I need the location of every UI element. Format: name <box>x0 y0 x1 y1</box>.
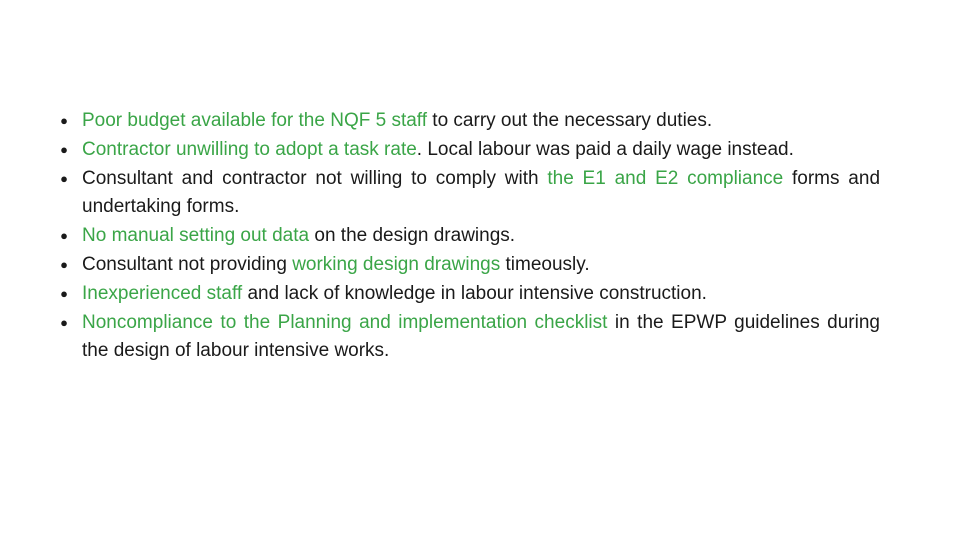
list-item <box>57 107 880 136</box>
item-text: to carry out the necessary duties. <box>427 110 713 131</box>
item-text: Consultant not providing <box>82 253 293 275</box>
item-text: timeously. <box>500 253 590 275</box>
highlighted-text: working design drawings <box>292 253 501 275</box>
list-item <box>57 280 880 309</box>
bullet-icon: ● <box>60 141 68 157</box>
item-text: and lack of knowledge in labour intensive construction. <box>242 282 707 304</box>
bullet-icon: ● <box>60 170 68 186</box>
item-text: . Local labour was paid a daily wage instead. <box>416 138 794 160</box>
list-item <box>57 251 880 280</box>
highlighted-text: No manual setting out data <box>82 225 310 247</box>
bullet-icon: ● <box>60 113 68 128</box>
item-text: in the EPWP guidelines during the design of labour intensive works. <box>82 311 880 362</box>
list-item <box>57 165 880 223</box>
item-text: Consultant and contractor not willing to comply with <box>82 167 548 189</box>
list-item <box>57 222 880 251</box>
highlighted-text: the E1 and E2 compliance <box>547 167 784 189</box>
bullet-icon: ● <box>60 314 68 330</box>
list-item <box>57 136 880 165</box>
highlighted-text: Poor budget available for the NQF 5 staff <box>82 110 428 131</box>
highlighted-text: Noncompliance to the Planning and implementation checklist <box>82 311 608 333</box>
highlighted-text: Inexperienced staff <box>82 282 243 304</box>
bullet-icon: ● <box>60 285 68 301</box>
bullet-icon: ● <box>60 228 68 244</box>
highlighted-text: Contractor unwilling to adopt a task rate <box>82 138 417 160</box>
list-item <box>57 309 880 367</box>
bullet-list <box>57 107 880 366</box>
item-text: forms and undertaking forms. <box>82 167 881 218</box>
item-text: on the design drawings. <box>309 225 516 247</box>
bullet-icon: ● <box>60 256 68 272</box>
